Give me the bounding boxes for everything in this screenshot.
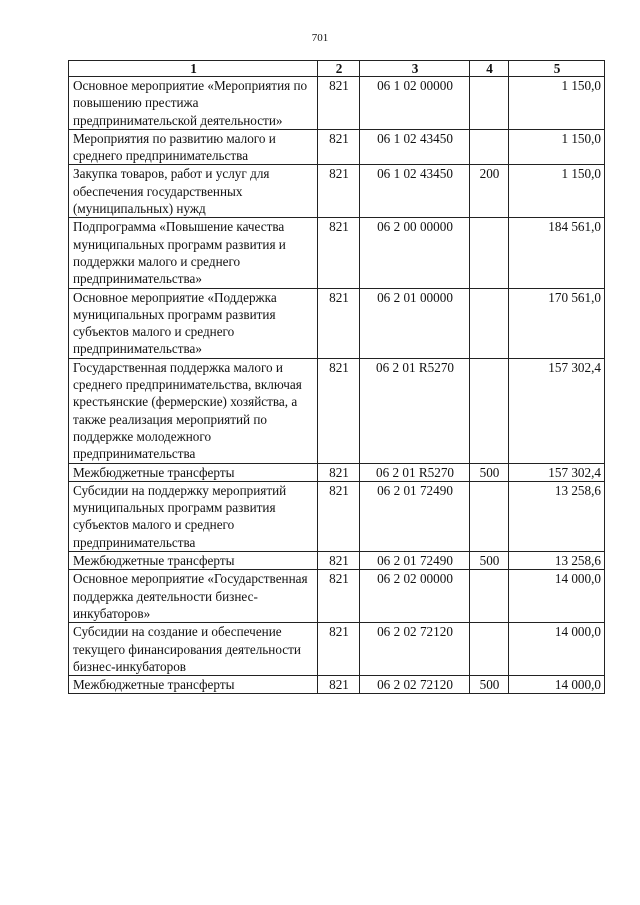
header-col-3: 3 [360,61,470,77]
table-row [69,570,605,623]
row-code: 821 [318,552,360,570]
row-csr: 06 2 01 R5270 [360,358,470,463]
row-sum: 14 000,0 [509,676,605,694]
header-row [69,61,605,77]
row-sum: 14 000,0 [509,623,605,676]
row-csr: 06 2 01 R5270 [360,463,470,481]
row-code: 821 [318,676,360,694]
row-type [470,623,509,676]
row-name: Подпрограмма «Повышение качества муниципальных программ развития и поддержки малого и среднего предпринимательства» [69,218,318,288]
table-row [69,463,605,481]
row-sum: 1 150,0 [509,129,605,165]
row-code: 821 [318,570,360,623]
row-csr: 06 2 02 72120 [360,676,470,694]
row-name: Мероприятия по развитию малого и среднего предпринимательства [69,129,318,165]
table-row [69,676,605,694]
row-code: 821 [318,358,360,463]
budget-table [68,60,605,694]
row-code: 821 [318,288,360,358]
row-name: Закупка товаров, работ и услуг для обеспечения государственных (муниципальных) нужд [69,165,318,218]
row-name: Основное мероприятие «Мероприятия по повышению престижа предпринимательской деятельности» [69,77,318,130]
row-name: Субсидии на поддержку мероприятий муниципальных программ развития субъектов малого и среднего предпринимательства [69,481,318,551]
row-type: 200 [470,165,509,218]
table-row [69,218,605,288]
row-sum: 1 150,0 [509,77,605,130]
table-row [69,552,605,570]
row-name: Субсидии на создание и обеспечение текущего финансирования деятельности бизнес-инкубаторов [69,623,318,676]
row-csr: 06 2 01 72490 [360,552,470,570]
row-name: Государственная поддержка малого и среднего предпринимательства, включая крестьянские (фермерские) хозяйства, а также реализация мероприятий по поддержке молодежного предпринимательства [69,358,318,463]
row-sum: 14 000,0 [509,570,605,623]
row-csr: 06 2 02 00000 [360,570,470,623]
row-type [470,218,509,288]
row-code: 821 [318,623,360,676]
row-sum: 184 561,0 [509,218,605,288]
row-code: 821 [318,129,360,165]
table-row [69,77,605,130]
row-sum: 157 302,4 [509,463,605,481]
row-type: 500 [470,552,509,570]
header-col-5: 5 [509,61,605,77]
row-code: 821 [318,463,360,481]
row-csr: 06 2 02 72120 [360,623,470,676]
table-row [69,129,605,165]
row-code: 821 [318,218,360,288]
page-number: 701 [311,32,329,44]
table-row [69,481,605,551]
row-code: 821 [318,481,360,551]
row-type: 500 [470,676,509,694]
row-sum: 13 258,6 [509,552,605,570]
table-header [69,61,605,77]
row-csr: 06 2 01 72490 [360,481,470,551]
row-csr: 06 2 00 00000 [360,218,470,288]
row-name: Основное мероприятие «Государственная поддержка деятельности бизнес-инкубаторов» [69,570,318,623]
row-csr: 06 1 02 43450 [360,129,470,165]
table-row [69,165,605,218]
row-csr: 06 1 02 00000 [360,77,470,130]
row-type: 500 [470,463,509,481]
row-csr: 06 1 02 43450 [360,165,470,218]
row-name: Основное мероприятие «Поддержка муниципальных программ развития субъектов малого и среднего предпринимательства» [69,288,318,358]
row-sum: 1 150,0 [509,165,605,218]
table-row [69,288,605,358]
row-sum: 170 561,0 [509,288,605,358]
table-row [69,623,605,676]
row-sum: 157 302,4 [509,358,605,463]
row-code: 821 [318,77,360,130]
table-row [69,358,605,463]
row-name: Межбюджетные трансферты [69,552,318,570]
row-type [470,129,509,165]
row-sum: 13 258,6 [509,481,605,551]
header-col-4: 4 [470,61,509,77]
header-col-2: 2 [318,61,360,77]
row-type [470,481,509,551]
header-col-1: 1 [69,61,318,77]
row-type [470,288,509,358]
row-type [470,570,509,623]
row-type [470,77,509,130]
row-type [470,358,509,463]
row-csr: 06 2 01 00000 [360,288,470,358]
row-code: 821 [318,165,360,218]
row-name: Межбюджетные трансферты [69,676,318,694]
row-name: Межбюджетные трансферты [69,463,318,481]
table-body [69,77,605,694]
